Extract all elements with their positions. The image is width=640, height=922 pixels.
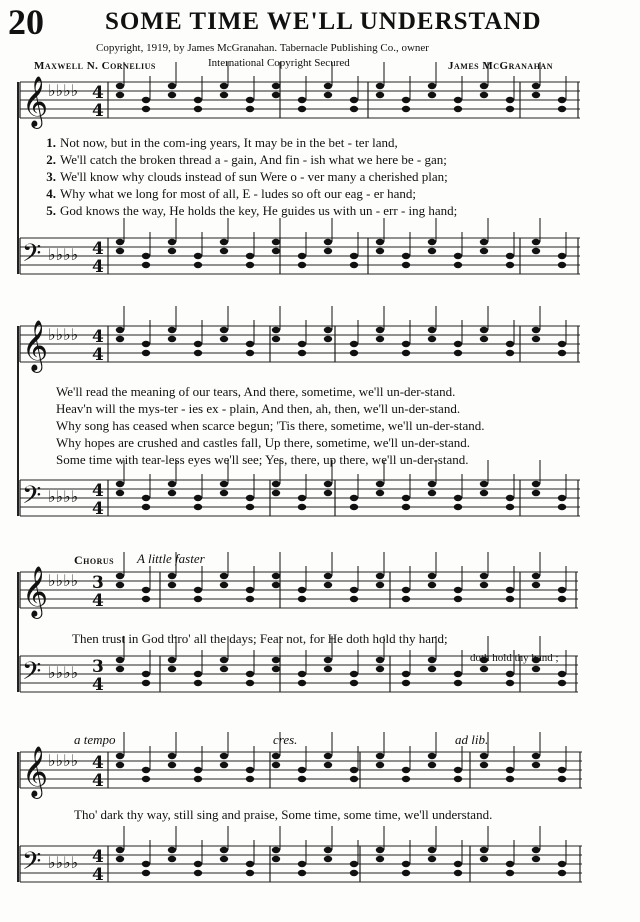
- svg-text:4: 4: [92, 847, 104, 867]
- svg-text:♭♭♭♭: ♭♭♭♭: [48, 853, 79, 872]
- verse-line-5: 5. God knows the way, He holds the key, He guides us with un - err - ing hand;: [46, 203, 458, 218]
- svg-text:4: 4: [92, 771, 104, 791]
- svg-text:♭♭♭♭: ♭♭♭♭: [48, 487, 79, 506]
- hymn-number: 20: [8, 2, 44, 42]
- svg-text:4: 4: [92, 83, 104, 103]
- svg-text:4: 4: [92, 327, 104, 347]
- svg-text:𝄞: 𝄞: [22, 76, 49, 127]
- verse2-line-5: Some time with tear-less eyes we'll see; Yes, there, up there, we'll un-der-stand.: [56, 452, 469, 467]
- chorus-label: Chorus: [74, 553, 115, 567]
- svg-text:4: 4: [92, 675, 104, 695]
- verse-line-3: 3. We'll know why clouds instead of sun Were o - ver many a cherished plan;: [46, 169, 448, 184]
- svg-text:𝄢: 𝄢: [22, 481, 42, 516]
- a-tempo-mark: a tempo: [74, 732, 116, 747]
- svg-text:4: 4: [92, 591, 104, 611]
- verse-line-2: 2. We'll catch the broken thread a - gain, And fin - ish what we here be - gan;: [46, 152, 447, 167]
- svg-text:♭♭♭♭: ♭♭♭♭: [48, 663, 79, 682]
- svg-text:4: 4: [92, 499, 104, 519]
- svg-text:𝄢: 𝄢: [22, 847, 42, 882]
- verses-part1: [40, 134, 457, 219]
- svg-text:♭♭♭♭: ♭♭♭♭: [48, 571, 79, 590]
- svg-text:4: 4: [92, 481, 104, 501]
- verse2-line-2: Heav'n will the mys-ter - ies ex - plain, And then, ah, then, we'll un-der-stand.: [56, 401, 461, 416]
- copyright-line: Copyright, 1919, by James McGranahan. Tabernacle Publishing Co., owner: [96, 42, 429, 54]
- svg-text:𝄞: 𝄞: [22, 320, 49, 371]
- svg-text:4: 4: [92, 239, 104, 259]
- verses-part2: [56, 383, 485, 468]
- verse-line-1: 1. Not now, but in the com-ing years, It may be in the bet - ter land,: [46, 135, 398, 150]
- svg-text:𝄢: 𝄢: [22, 657, 42, 692]
- svg-text:♭♭♭♭: ♭♭♭♭: [48, 245, 79, 264]
- composer-credit: James McGranahan: [448, 60, 553, 72]
- cres-mark: cres.: [273, 732, 298, 747]
- ad-lib-mark: ad lib.: [455, 732, 489, 747]
- svg-text:4: 4: [92, 753, 104, 773]
- verse2-line-3: Why song has ceased when scarce begun; 'Tis there, sometime, we'll un-der-stand.: [56, 418, 485, 433]
- chorus-line-2: Tho' dark thy way, still sing and praise, Some time, some time, we'll understand.: [74, 807, 493, 822]
- svg-text:♭♭♭♭: ♭♭♭♭: [48, 751, 79, 770]
- verse2-line-1: We'll read the meaning of our tears, And there, sometime, we'll un-der-stand.: [56, 384, 456, 399]
- lyricist-credit: Maxwell N. Cornelius: [34, 60, 156, 72]
- verse2-line-4: Why hopes are crushed and castles fall, Up there, sometime, we'll un-der-stand.: [56, 435, 470, 450]
- svg-text:4: 4: [92, 345, 104, 365]
- svg-text:𝄞: 𝄞: [22, 566, 49, 617]
- svg-text:3: 3: [92, 657, 104, 677]
- svg-text:𝄢: 𝄢: [22, 239, 42, 274]
- chorus-tempo: A little faster: [137, 551, 205, 566]
- svg-text:♭♭♭♭: ♭♭♭♭: [48, 81, 79, 100]
- chorus-echo: doth hold thy hand ;: [470, 652, 559, 664]
- international-copyright: International Copyright Secured: [208, 57, 350, 69]
- svg-text:4: 4: [92, 257, 104, 277]
- verse-line-4: 4. Why what we long for most of all, E - ludes so oft our eag - er hand;: [46, 186, 416, 201]
- chorus-line-1: Then trust in God thro' all the days; Fear not, for He doth hold thy hand;: [72, 631, 448, 646]
- svg-text:♭♭♭♭: ♭♭♭♭: [48, 325, 79, 344]
- svg-text:4: 4: [92, 101, 104, 121]
- svg-text:3: 3: [92, 573, 104, 593]
- svg-text:4: 4: [92, 865, 104, 885]
- hymn-title: SOME TIME WE'LL UNDERSTAND: [105, 8, 542, 35]
- svg-text:𝄞: 𝄞: [22, 746, 49, 797]
